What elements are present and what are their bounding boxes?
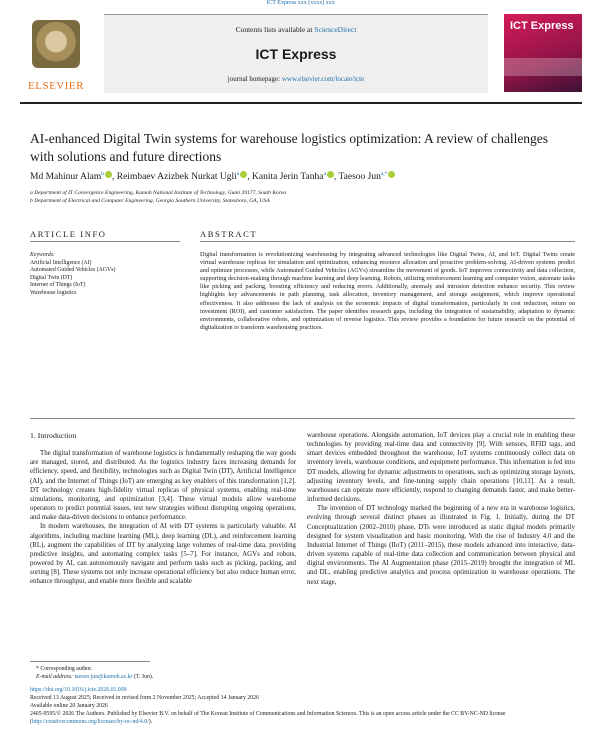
elsevier-wordmark: ELSEVIER	[28, 80, 84, 92]
contents-line: Contents lists available at ScienceDirect	[235, 25, 357, 34]
article-info-heading: ARTICLE INFO	[30, 229, 107, 239]
affiliation-a: a Department of IT Convergence Engineering, Kumoh National Institute of Technology, Gumi 39177, South Korea	[30, 190, 287, 196]
keyword: Warehouse logistics	[30, 289, 77, 296]
article-info-rule	[30, 241, 180, 242]
affiliation-b: b Department of Electrical and Computer Engineering, Georgia Southern University, Statesboro, GA, USA	[30, 198, 270, 204]
sciencedirect-link[interactable]: ScienceDirect	[314, 25, 357, 34]
body-paragraph: In modern warehouses, the integration of AI with DT systems is particularly valuable. AI algorithms, including machine learning (ML), deep learning (DL), and reinforcement learning (RL), augment the capabilities of DT by analyzing large volumes of real-time data, providing predictive insights, and automating complex tasks [5–7]. For instance, AGVs and robots, powered by AI, can autonomously navigate and perform tasks such as picking, packing, and sorting [8]. These systems not only increase operational efficiency but also reduce human error, enhance throughput, and enable more flexible and scalable	[30, 523, 296, 586]
keywords-label: Keywords:	[30, 252, 55, 258]
body-paragraph: The digital transformation of warehouse logistics is fundamentally reshaping the way goods are managed, stored, and distributed. As the logistics industry faces increasing demands for efficiency, speed, and flexibility, technologies such as Digital Twin (DT), Artificial Intelligence (AI), and the Internet of Things (IoT) are emerging as key enablers of this transformation [1,2]. DT technology creates high-fidelity virtual replicas of physical systems, enabling real-time simulations, monitoring, and optimization [3,4]. These virtual models allow warehouse operators to predict potential issues, test new strategies without disrupting ongoing operations, and make data-driven decisions to enhance performance.	[30, 450, 296, 522]
elsevier-logo[interactable]	[20, 16, 92, 92]
abstract-text: Digital transformation is revolutionizing warehousing by integrating advanced technologies like Digital Twins, AI, and IoT. Digital Twins create virtual warehouse replicas for simulation and optimization, enhancing resource allocation and proactive problem-solving. AI-driven systems predict and optimize processes, while Automated Guided Vehicles (AGVs) streamline the movement of goods. IoT improves connectivity and data collection, supporting decision-making through machine learning and deep learning. Robots, utilizing reinforcement learning and computer vision, automate tasks like picking and packing, boosting efficiency and reducing errors. Additionally, anomaly and intrusion detection enhance security. This review highlights key advancements in path planning, task allocation, inventory management, and storage assignment, which improve operational effectiveness. It also addresses the lack of analysis on the economic impacts of digital transformation, particularly in cost reduction, return on investment (ROI), and customer satisfaction. The paper identifies research gaps, including the integration of sustainability, adaptation to dynamic environments, collaborative robots, and optimization of reverse logistics. This review provides a foundation for future research on the potential of digitalization to transform warehousing practices.	[200, 251, 575, 331]
abstract-bottom-rule	[30, 418, 575, 419]
section-heading: 1. Introduction	[30, 431, 77, 440]
body-paragraph: warehouse operations. Alongside automation, IoT devices play a crucial role in enabling these technologies by providing real-time data and connectivity [9]. With sensors, RFID tags, and smart devices embedded throughout the warehouse, IoT systems continuously collect data on inventory levels, warehouse conditions, and equipment performance. This information is fed into DT models, allowing for dynamic adjustments to operations, such as optimizing storage layouts, adjusting inventory levels, and fine-tuning supply chain operations [10,11]. As a result, warehouses can operate more efficiently, respond to changing demands faster, and make better-informed decisions.	[307, 432, 575, 504]
author[interactable]: Reimbaev Azizbek Nurkat Ugli$^a$ ,	[116, 171, 252, 183]
journal-title: ICT Express	[255, 46, 337, 62]
article-title: AI-enhanced Digital Twin systems for warehouse logistics optimization: A review of challenges with solutions and future directions	[30, 131, 549, 164]
orcid-icon[interactable]	[388, 171, 395, 178]
available-online: Available online 20 January 2026	[30, 703, 108, 709]
license-link[interactable]: http://creativecommons.org/licenses/by-nc-nd/4.0/	[31, 719, 149, 725]
keyword: Internet of Things (IoT)	[30, 282, 86, 289]
author[interactable]: Md Mahinur Alam$^b$ ,	[30, 171, 117, 183]
elsevier-tree-icon	[32, 20, 80, 68]
author-list	[30, 171, 575, 182]
abstract-heading: ABSTRACT	[200, 229, 258, 239]
received-dates: Received 13 August 2025; Received in revised form 2 November 2025; Accepted 14 January 2026	[30, 695, 259, 701]
abstract-rule	[200, 241, 575, 242]
left-column	[30, 431, 296, 587]
author[interactable]: Kanita Jerin Tanha$^a$ ,	[252, 171, 339, 183]
homepage-link[interactable]: www.elsevier.com/locate/icte	[281, 75, 365, 83]
homepage-line: journal homepage: www.elsevier.com/locate/icte	[227, 75, 365, 83]
keyword: Automated Guided Vehicles (AGVs)	[30, 267, 116, 274]
journal-info-box	[104, 14, 488, 93]
right-column	[307, 431, 575, 587]
body-paragraph: The invention of DT technology marked the beginning of a new era in warehouse logistics, evolving through several distinct phases as illustrated in Fig. 1. Initially, during the DT Conceptualization (2002–2010) phase, DTs were introduced as static digital models primarily designed for system visualization and basic monitoring. With the rise of Industry 4.0 and the Industrial Internet of Things (IIoT) (2011–2015), these models advanced into interactive, data-driven systems capable of real-time data collection and communication between physical and digital environments. The AI Augmentation phase (2015–2019) brought the integration of ML and DL, enabling predictive analytics and process optimization in warehouse operations. The next stage,	[307, 505, 575, 586]
email-link[interactable]: taesoo.jun@kumoh.ac.kr	[74, 674, 133, 680]
author[interactable]: Taesoo Jun$^{a,*}$	[339, 172, 396, 182]
keyword: Digital Twin (DT)	[30, 274, 73, 281]
journal-cover-image[interactable]	[504, 14, 582, 92]
keywords-block	[30, 252, 160, 298]
email-line: E-mail address: taesoo.jun@kumoh.ac.kr (T. Jun).	[36, 674, 154, 680]
doi-link[interactable]: https://doi.org/10.1016/j.icte.2026.01.009	[30, 687, 127, 693]
journal-masthead	[20, 14, 582, 94]
license-text: 2405-9595/© 2026 The Authors. Published by Elsevier B.V. on behalf of The Korean Institute of Communications and Information Sciences. This is an open access article under the CC BY-NC-ND license (http://creativecommons.org/licenses/by-nc-nd/4.0/).	[30, 711, 506, 725]
orcid-icon[interactable]	[105, 171, 112, 178]
footnote-rule	[30, 661, 150, 662]
running-head: ICT Express xxx (xxxx) xxx	[266, 0, 335, 6]
corresponding-author-note: * Corresponding author.	[36, 666, 93, 672]
orcid-icon[interactable]	[327, 171, 334, 178]
cover-title: ICT Express	[510, 20, 574, 32]
footnotes	[30, 665, 575, 726]
masthead-rule	[20, 102, 582, 104]
cover-decoration	[504, 58, 582, 76]
keyword: Artificial Intelligence (AI)	[30, 259, 92, 266]
